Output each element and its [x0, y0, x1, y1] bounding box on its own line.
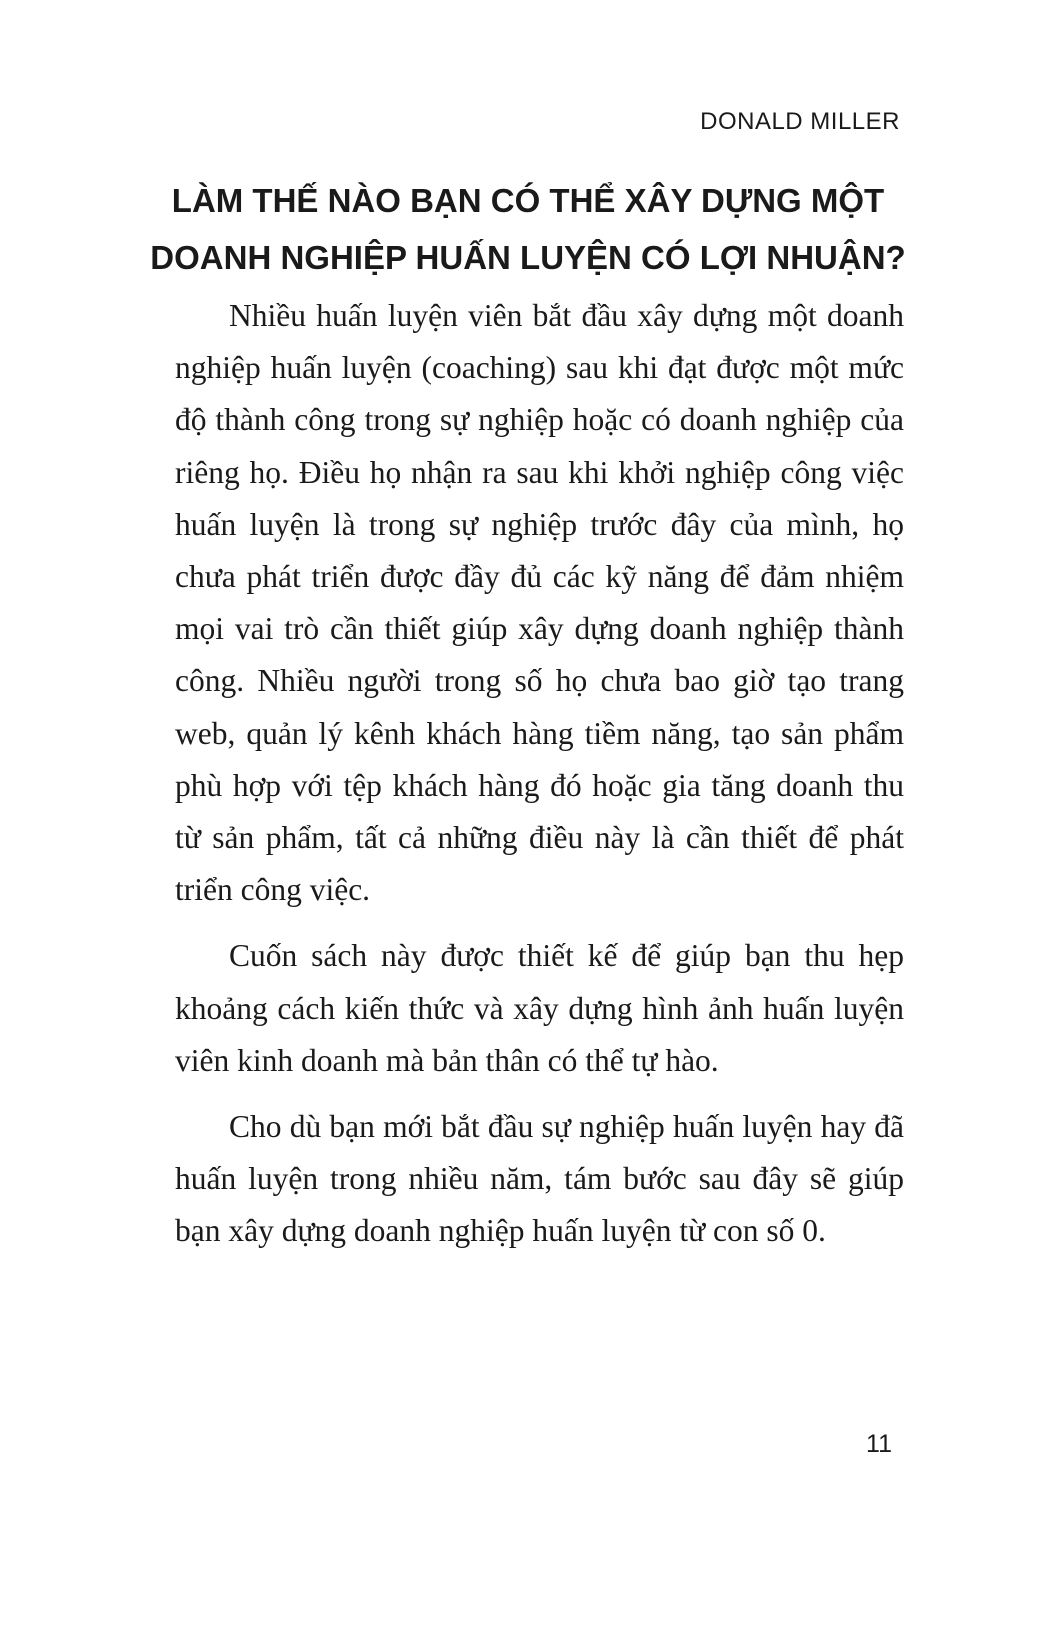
- paragraph-1: Nhiều huấn luyện viên bắt đầu xây dựng một doanh nghiệp huấn luyện (coaching) sau khi đạt được một mức độ thành công trong sự nghiệp hoặc có doanh nghiệp của riêng họ. Điều họ nhận ra sau khi khởi nghiệp công việc huấn luyện là trong sự nghiệp trước đây của mình, họ chưa phát triển được đầy đủ các kỹ năng để đảm nhiệm mọi vai trò cần thiết giúp xây dựng doanh nghiệp thành công. Nhiều người trong số họ chưa bao giờ tạo trang web, quản lý kênh khách hàng tiềm năng, tạo sản phẩm phù hợp với tệp khách hàng đó hoặc gia tăng doanh thu từ sản phẩm, tất cả những điều này là cần thiết để phát triển công việc.: [175, 298, 904, 908]
- chapter-title-line-1: LÀM THẾ NÀO BẠN CÓ THỂ XÂY DỰNG MỘT: [171, 182, 885, 219]
- page-number: 11: [866, 1430, 892, 1458]
- chapter-title: [150, 172, 906, 286]
- body-text: [175, 290, 904, 1272]
- chapter-title-line-2: DOANH NGHIỆP HUẤN LUYỆN CÓ LỢI NHUẬN?: [150, 239, 906, 276]
- paragraph-2: Cuốn sách này được thiết kế để giúp bạn thu hẹp khoảng cách kiến thức và xây dựng hình ảnh huấn luyện viên kinh doanh mà bản thân có thể tự hào.: [175, 938, 904, 1078]
- running-header-author: DONALD MILLER: [700, 108, 900, 135]
- paragraph-3: Cho dù bạn mới bắt đầu sự nghiệp huấn luyện hay đã huấn luyện trong nhiều năm, tám bước sau đây sẽ giúp bạn xây dựng doanh nghiệp huấn luyện từ con số 0.: [175, 1109, 904, 1249]
